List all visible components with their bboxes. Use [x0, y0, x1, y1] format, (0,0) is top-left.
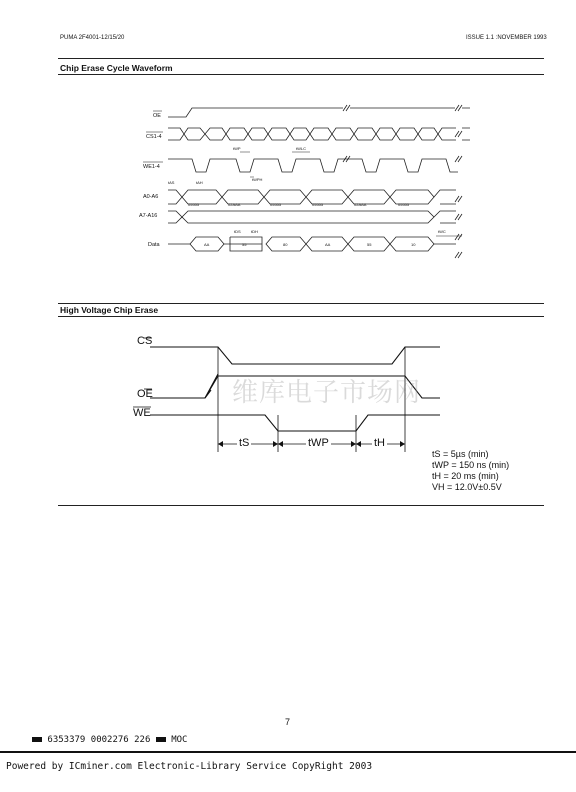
footer-code: 6353379 0002276 226 [47, 735, 151, 745]
signal-label-oe: OE [153, 113, 161, 119]
signal-label-we: WE1-4 [143, 164, 160, 170]
signal-label-data: Data [148, 242, 160, 248]
chip-erase-waveform [139, 105, 470, 258]
hv-timing-twp: tWP [308, 437, 329, 449]
addr-value-2: 02AAA [228, 202, 241, 207]
t-as-label: tAS [168, 180, 175, 185]
section-title-hv-chip-erase: High Voltage Chip Erase [60, 305, 159, 315]
data-value-6: 10 [411, 242, 416, 247]
addr-value-5: 02AAA [354, 202, 367, 207]
signal-label-a0: A0-A6 [143, 194, 159, 200]
signal-label-a7: A7-A16 [139, 213, 158, 219]
spec-twp: tWP = 150 ns (min) [432, 460, 510, 470]
hv-timing-ts: tS [239, 437, 250, 449]
footer-bar-right [156, 737, 166, 742]
t-wph-label: tWPH [252, 177, 263, 182]
data-value-1: AA [204, 242, 210, 247]
data-value-5: 55 [367, 242, 372, 247]
signal-label-cs: CS1-4 [146, 134, 162, 140]
hv-timing-th: tH [374, 437, 385, 449]
addr-value-4: 05555 [312, 202, 324, 207]
spec-vh: VH = 12.0V±0.5V [432, 482, 502, 492]
footer-code-line [32, 735, 187, 745]
data-value-4: AA [325, 242, 331, 247]
hv-signal-oe: OE [137, 388, 153, 400]
hv-specs [432, 449, 509, 493]
data-value-3: 80 [283, 242, 288, 247]
powered-by-text: Powered by ICminer.com Electronic-Library Service CopyRight 2003 [6, 761, 373, 772]
t-ds-label: tDS [234, 229, 241, 234]
bottom-divider [0, 751, 576, 753]
footer-suffix: MOC [171, 735, 188, 745]
watermark-text: 维库电子市场网 [232, 378, 422, 408]
addr-value-3: 05555 [270, 202, 282, 207]
addr-value-1: 05555 [188, 202, 200, 207]
section2-top-rule [58, 303, 544, 304]
page-number: 7 [285, 717, 291, 727]
hv-signal-cs: CS [137, 335, 153, 347]
t-wp-label: tWP [233, 146, 241, 151]
t-dh-label: tDH [251, 229, 258, 234]
spec-th: tH = 20 ms (min) [432, 471, 499, 481]
section2-rule [58, 316, 544, 317]
section2-bottom-rule [58, 505, 544, 506]
spec-ts: tS = 5µs (min) [432, 449, 489, 459]
t-wlc-label: tWLC [296, 146, 306, 151]
data-value-2: 55 [242, 242, 247, 247]
hv-signal-we: WE [133, 407, 151, 419]
t-ah-label: tAH [196, 180, 203, 185]
t-wc-label: tWC [438, 229, 446, 234]
doc-id: PUMA 2F4001-12/15/20 [60, 35, 125, 41]
section-title-chip-erase: Chip Erase Cycle Waveform [60, 63, 173, 73]
issue-date: ISSUE 1.1 :NOVEMBER 1993 [466, 35, 547, 41]
footer-bar-left [32, 737, 42, 742]
addr-value-6: 05555 [398, 202, 410, 207]
